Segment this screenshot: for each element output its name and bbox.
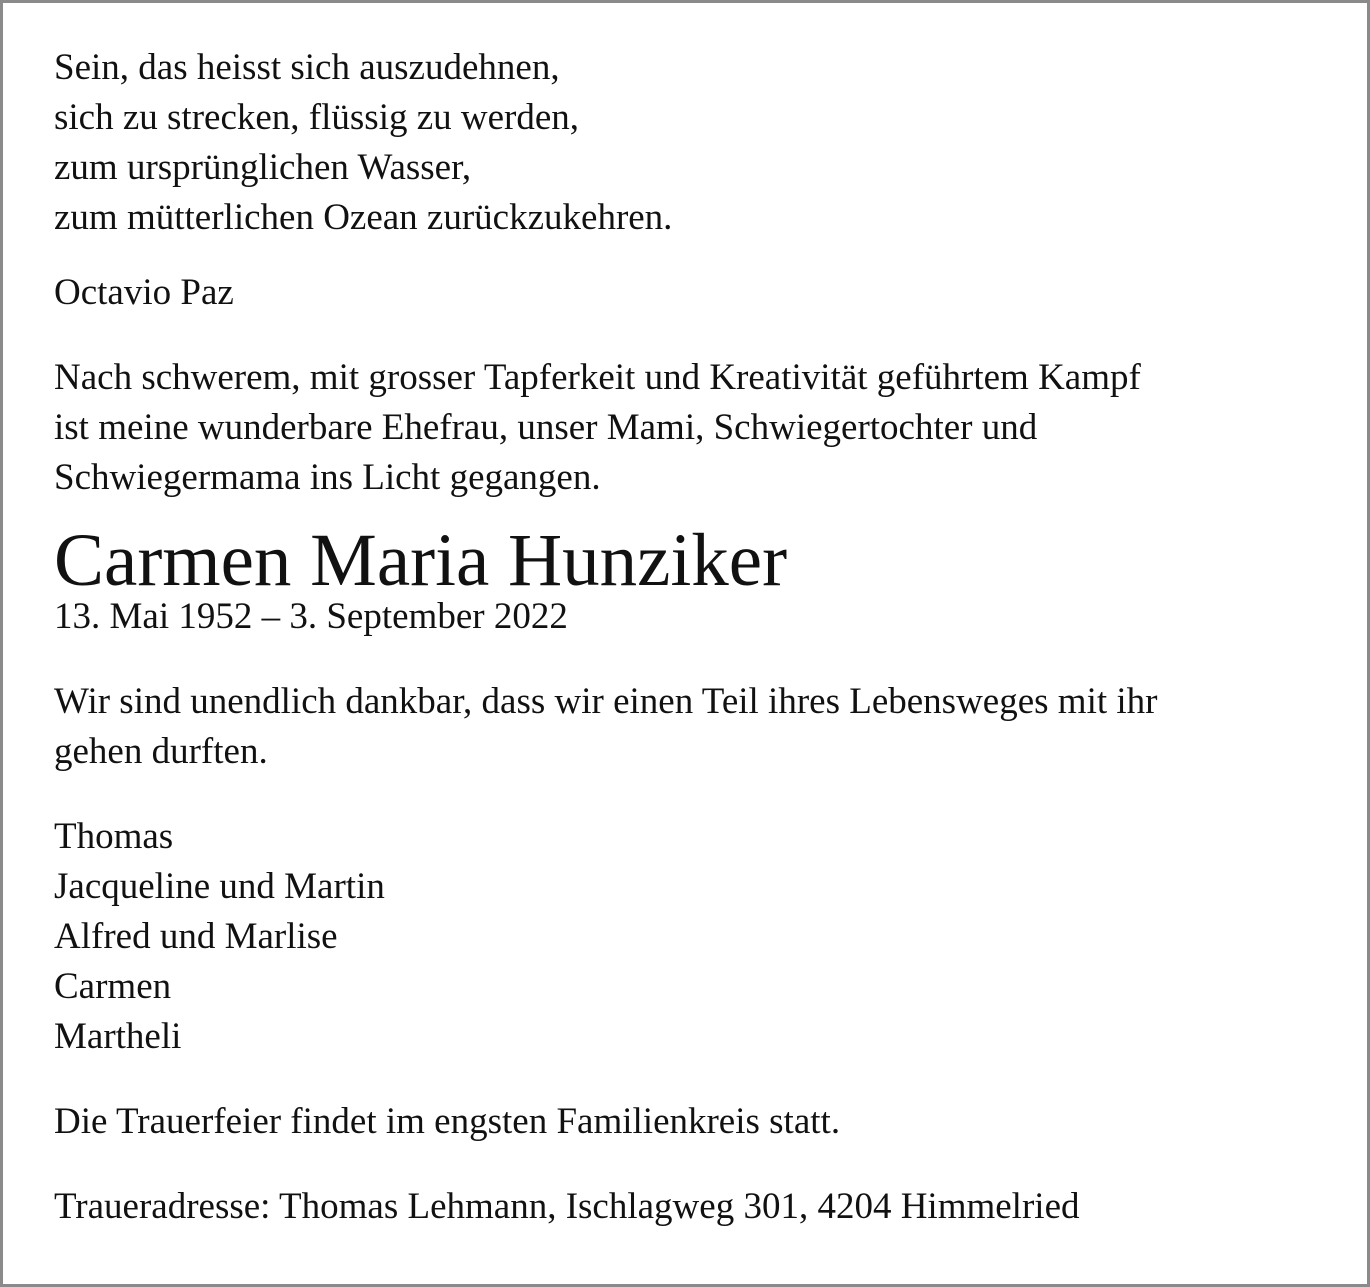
poem-line: zum ursprünglichen Wasser, (54, 147, 472, 188)
mourning-address: Traueradresse: Thomas Lehmann, Ischlagweg 301, 4204 Himmelried (54, 1186, 1080, 1227)
poem-line: Sein, das heisst sich auszudehnen, (54, 47, 560, 88)
family-list (54, 812, 1334, 1062)
poem-line: sich zu strecken, flüssig zu werden, (54, 97, 580, 138)
intro-line: Nach schwerem, mit grosser Tapferkeit und Kreativität geführtem Kampf (54, 357, 1141, 398)
family-member: Thomas (54, 816, 174, 857)
intro-line: Schwiegermama ins Licht gegangen. (54, 457, 601, 498)
poem-line: zum mütterlichen Ozean zurückzukehren. (54, 197, 673, 238)
deceased-name: Carmen Maria Hunziker (54, 519, 788, 602)
family-member: Alfred und Marlise (54, 916, 338, 957)
poem-author-text: Octavio Paz (54, 272, 234, 313)
thanks-line: Wir sind unendlich dankbar, dass wir einen Teil ihres Lebensweges mit ihr (54, 681, 1158, 722)
thanks-paragraph (54, 677, 1334, 777)
poem-block (54, 43, 1334, 243)
intro-paragraph (54, 353, 1334, 503)
family-member: Jacqueline und Martin (54, 866, 385, 907)
intro-line: ist meine wunderbare Ehefrau, unser Mami, Schwiegertochter und (54, 407, 1038, 448)
family-member: Carmen (54, 966, 172, 1007)
poem-author (54, 268, 1334, 318)
ceremony-notice: Die Trauerfeier findet im engsten Familienkreis statt. (54, 1101, 841, 1142)
thanks-line: gehen durften. (54, 731, 268, 772)
life-dates: 13. Mai 1952 – 3. September 2022 (54, 596, 568, 637)
obituary-content (54, 43, 1334, 1232)
family-member: Martheli (54, 1016, 182, 1057)
